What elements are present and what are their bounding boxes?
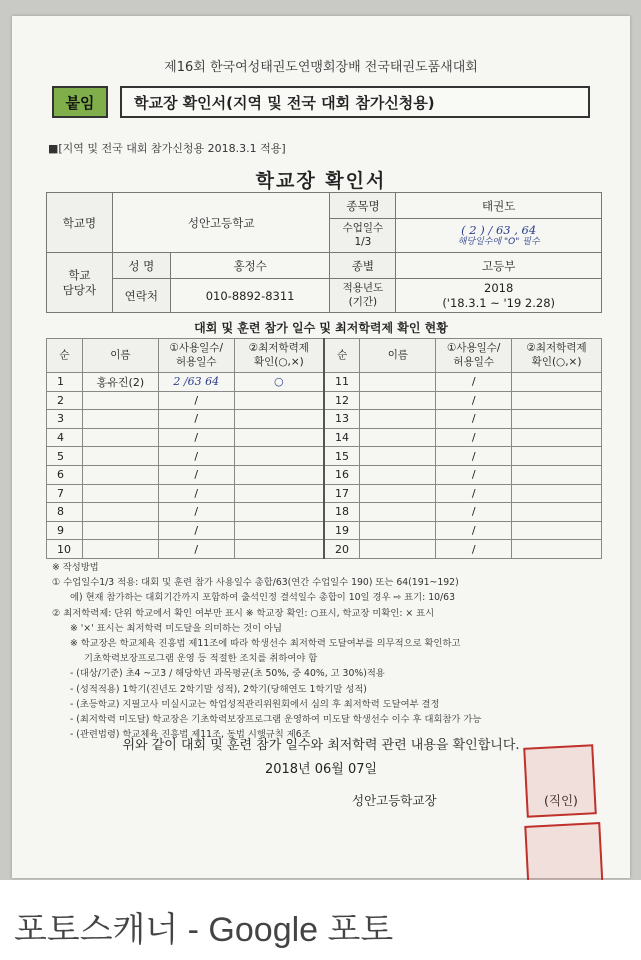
row-no: 7 bbox=[47, 484, 83, 503]
row-check-right bbox=[512, 465, 602, 484]
name-label: 성 명 bbox=[112, 253, 170, 279]
row-days-right: / bbox=[436, 447, 512, 466]
instruction-line: ※ 학교장은 학교체육 진흥법 제11조에 따라 학생선수 최저학력 도달여부를 의무적으로 확인하고 bbox=[70, 638, 461, 650]
days-value: ( 2 ) / 63 , 64 bbox=[461, 222, 537, 237]
row-name bbox=[82, 540, 158, 559]
instruction-line: ① 수업일수1/3 적용: 대회 및 훈련 참가 사용일수 총합/63(연간 수업일수 190) 또는 64(191~192) bbox=[52, 577, 459, 589]
row-check-right bbox=[512, 410, 602, 429]
row-check-right bbox=[512, 373, 602, 392]
table-row bbox=[47, 503, 602, 522]
row-no-right: 18 bbox=[324, 503, 360, 522]
row-name: 홍유진(2) bbox=[82, 373, 158, 392]
table-row bbox=[47, 391, 602, 410]
row-check bbox=[234, 503, 324, 522]
instruction-line: - (관련법령) 학교체육 진흥법 제11조, 동법 시행규칙 제6조 bbox=[70, 729, 311, 741]
manager-label-line1: 학교 bbox=[68, 268, 91, 283]
row-name bbox=[82, 484, 158, 503]
year-label-line1: 적용년도 bbox=[342, 282, 384, 295]
days-value-cell bbox=[396, 219, 602, 253]
instruction-line: 기초학력보장프로그램 운영 등 적절한 조치를 취하여야 함 bbox=[84, 653, 318, 665]
header-name: 이름 bbox=[82, 339, 158, 373]
confirmation-statement: 위와 같이 대회 및 훈련 참가 일수와 최저학력 관련 내용을 확인합니다. bbox=[122, 738, 520, 753]
sport-label: 종목명 bbox=[330, 193, 396, 219]
school-value: 성안고등학교 bbox=[112, 193, 330, 253]
row-no-right: 17 bbox=[324, 484, 360, 503]
row-days: / bbox=[158, 428, 234, 447]
row-no-right: 14 bbox=[324, 428, 360, 447]
row-name-right bbox=[360, 484, 436, 503]
row-check: ○ bbox=[234, 373, 324, 392]
row-check bbox=[234, 391, 324, 410]
row-check bbox=[234, 447, 324, 466]
row-name-right bbox=[360, 521, 436, 540]
row-no-right: 13 bbox=[324, 410, 360, 429]
instruction-line: - (성적적용) 1학기(진년도 2학기말 성적), 2학기(당해연도 1학기말 성적) bbox=[70, 683, 367, 695]
header-no-right: 순 bbox=[324, 339, 360, 373]
table-row bbox=[47, 447, 602, 466]
issue-date: 2018년 06월 07일 bbox=[264, 762, 378, 777]
row-name bbox=[82, 521, 158, 540]
row-no: 6 bbox=[47, 465, 83, 484]
days-note: 해당일수에 "O" 필수 bbox=[457, 237, 540, 248]
row-no: 8 bbox=[47, 503, 83, 522]
app-footer bbox=[0, 880, 641, 960]
row-name-right bbox=[360, 373, 436, 392]
row-name-right bbox=[360, 503, 436, 522]
row-days-right: / bbox=[436, 503, 512, 522]
roster-section-title: 대회 및 훈련 참가 일수 및 최저학력제 확인 현황 bbox=[194, 321, 448, 335]
row-name bbox=[82, 465, 158, 484]
instructions-block bbox=[52, 560, 608, 742]
row-no-right: 12 bbox=[324, 391, 360, 410]
row-no: 10 bbox=[47, 540, 83, 559]
footer-app-name: 포토스캐너 - Google 포토 bbox=[14, 911, 394, 949]
row-name-right bbox=[360, 540, 436, 559]
row-name-right bbox=[360, 410, 436, 429]
school-info-table bbox=[46, 192, 602, 313]
days-sub-label: 1/3 bbox=[354, 235, 372, 248]
row-days: / bbox=[158, 521, 234, 540]
year-label-cell bbox=[330, 279, 396, 313]
roster-header-row bbox=[47, 339, 602, 373]
row-name-right bbox=[360, 447, 436, 466]
category-value: 고등부 bbox=[396, 253, 602, 279]
row-no: 3 bbox=[47, 410, 83, 429]
header-min-right: ②최저학력제 확인(○,×) bbox=[512, 339, 602, 373]
official-seal-stamp bbox=[523, 744, 597, 818]
event-title: 제16회 한국여성태권도연맹회장배 전국태권도품새대회 bbox=[164, 60, 478, 75]
row-check bbox=[234, 484, 324, 503]
row-name bbox=[82, 447, 158, 466]
row-days: / bbox=[158, 540, 234, 559]
row-name bbox=[82, 428, 158, 447]
table-row bbox=[47, 465, 602, 484]
applicability-note: ■[지역 및 전국 대회 참가신청용 2018.3.1 적용] bbox=[48, 142, 286, 155]
row-check bbox=[234, 521, 324, 540]
instruction-line: - (최저학력 미도달) 학교장은 기초학력보장프로그램 운영하여 미도달 학생선수 이수 후 대회참가 가능 bbox=[70, 714, 482, 726]
manager-label-cell bbox=[47, 253, 113, 313]
row-days-right: / bbox=[436, 484, 512, 503]
row-check bbox=[234, 428, 324, 447]
name-value: 홍정수 bbox=[170, 253, 330, 279]
row-days-right: / bbox=[436, 540, 512, 559]
sport-value: 태권도 bbox=[396, 193, 602, 219]
instruction-line: - (초등학교) 지필고사 미실시교는 학업성적관리위원회에서 심의 후 최저학력 도달여부 결정 bbox=[70, 698, 440, 710]
row-check-right bbox=[512, 540, 602, 559]
year-value-line1: 2018 bbox=[484, 281, 514, 296]
row-check-right bbox=[512, 503, 602, 522]
row-name bbox=[82, 503, 158, 522]
header-no: 순 bbox=[47, 339, 83, 373]
table-row bbox=[47, 521, 602, 540]
row-name-right bbox=[360, 465, 436, 484]
row-check-right bbox=[512, 521, 602, 540]
row-no: 9 bbox=[47, 521, 83, 540]
header-name-right: 이름 bbox=[360, 339, 436, 373]
instruction-line: - (대상/기준) 초4 ~고3 / 해당학년 과목평균(초 50%, 중 40%, 고 30%)적용 bbox=[70, 668, 385, 680]
row-no-right: 20 bbox=[324, 540, 360, 559]
document-title: 학교장 확인서 bbox=[255, 170, 387, 192]
row-check-right bbox=[512, 428, 602, 447]
row-no-right: 11 bbox=[324, 373, 360, 392]
row-days-right: / bbox=[436, 391, 512, 410]
days-label-cell bbox=[330, 219, 396, 253]
year-value-cell bbox=[396, 279, 602, 313]
table-row bbox=[47, 484, 602, 503]
row-days-right: / bbox=[436, 373, 512, 392]
row-days: / bbox=[158, 447, 234, 466]
header-days-right: ①사용일수/ 허용일수 bbox=[436, 339, 512, 373]
form-title-box: 학교장 확인서(지역 및 전국 대회 참가신청용) bbox=[120, 86, 590, 118]
row-no-right: 19 bbox=[324, 521, 360, 540]
row-name-right bbox=[360, 391, 436, 410]
attachment-badge: 붙임 bbox=[52, 86, 108, 118]
instruction-line: 에) 현재 참가하는 대회기간까지 포함하여 출석인정 결석일수 총합이 10일 경우 ⇨ 표기: 10/63 bbox=[70, 592, 456, 604]
year-value-line2: ('18.3.1 ~ '19 2.28) bbox=[442, 295, 556, 310]
row-no: 5 bbox=[47, 447, 83, 466]
instruction-line: ※ 작성방법 bbox=[52, 562, 99, 573]
row-days: / bbox=[158, 503, 234, 522]
row-days: / bbox=[158, 410, 234, 429]
row-no-right: 15 bbox=[324, 447, 360, 466]
days-label: 수업일수 bbox=[342, 222, 384, 235]
table-row bbox=[47, 428, 602, 447]
table-row bbox=[47, 540, 602, 559]
table-row bbox=[47, 373, 602, 392]
contact-value: 010-8892-8311 bbox=[170, 279, 330, 313]
instruction-line: ② 최저학력제: 단위 학교에서 확인 여부만 표시 ※ 학교장 확인: ○표시, 학교장 미확인: × 표시 bbox=[52, 607, 435, 619]
seal-mark-text: (직인) bbox=[544, 793, 578, 808]
school-seal-stamp bbox=[524, 822, 603, 880]
row-check-right bbox=[512, 484, 602, 503]
row-check bbox=[234, 410, 324, 429]
row-no: 4 bbox=[47, 428, 83, 447]
instruction-line: ※ '×' 표시는 최저학력 미도달을 의미하는 것이 아님 bbox=[70, 622, 283, 634]
row-check bbox=[234, 465, 324, 484]
principal-signature: 성안고등학교장 bbox=[352, 793, 437, 808]
row-name bbox=[82, 410, 158, 429]
contact-label: 연락처 bbox=[112, 279, 170, 313]
row-check-right bbox=[512, 391, 602, 410]
row-name bbox=[82, 391, 158, 410]
school-label: 학교명 bbox=[47, 193, 113, 253]
row-name-right bbox=[360, 428, 436, 447]
header-days: ①사용일수/ 허용일수 bbox=[158, 339, 234, 373]
year-label-line2: (기간) bbox=[348, 295, 378, 308]
table-row bbox=[47, 410, 602, 429]
row-days-right: / bbox=[436, 410, 512, 429]
document-page bbox=[12, 16, 630, 878]
row-days-right: / bbox=[436, 428, 512, 447]
row-days: / bbox=[158, 484, 234, 503]
row-days: / bbox=[158, 391, 234, 410]
row-check bbox=[234, 540, 324, 559]
row-no: 2 bbox=[47, 391, 83, 410]
row-days: / bbox=[158, 465, 234, 484]
row-days-right: / bbox=[436, 465, 512, 484]
row-check-right bbox=[512, 447, 602, 466]
participant-roster-table bbox=[46, 338, 602, 559]
row-no: 1 bbox=[47, 373, 83, 392]
row-days-right: / bbox=[436, 521, 512, 540]
row-days: 2 /63 64 bbox=[158, 373, 234, 392]
category-label: 종별 bbox=[330, 253, 396, 279]
header-min: ②최저학력제 확인(○,×) bbox=[234, 339, 324, 373]
manager-label-line2: 담당자 bbox=[62, 282, 97, 297]
row-no-right: 16 bbox=[324, 465, 360, 484]
